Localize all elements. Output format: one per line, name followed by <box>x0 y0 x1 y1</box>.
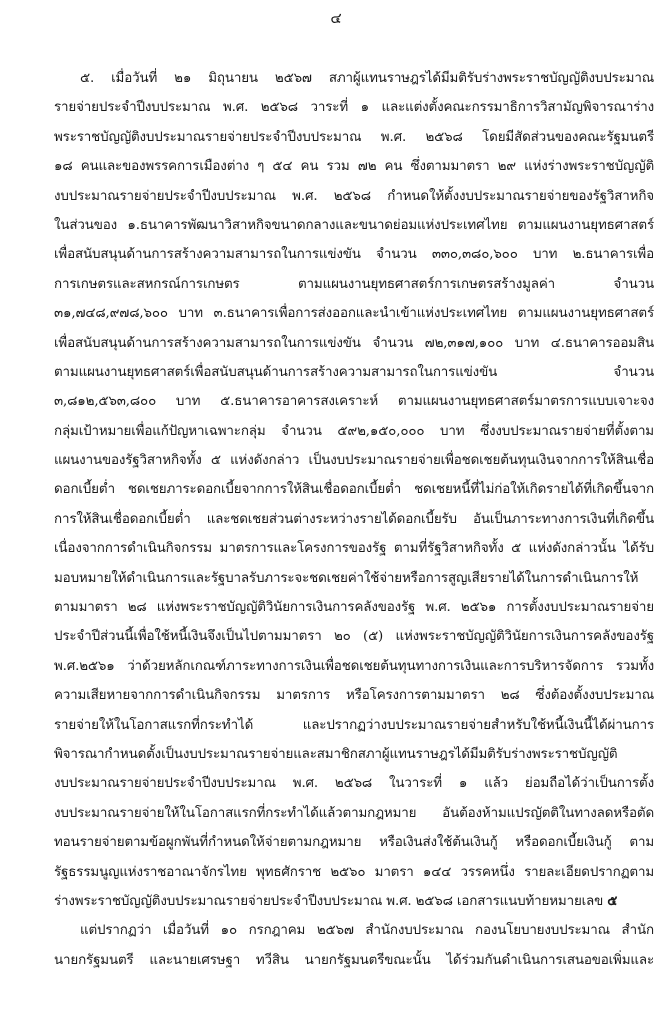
text-line: พ.ศ.๒๕๖๑ ว่าด้วยหลักเกณฑ์ภาระทางการเงินเพื่อชดเชยต้นทุนทางการเงินและการบริหารจัดการ รวมทั้ง <box>54 658 654 674</box>
text-line: ประจำปีส่วนนี้เพื่อใช้หนี้เงินจึงเป็นไปตามมาตรา ๒๐ (๕) แห่งพระราชบัญญัติวินัยการเงินการคลังของรัฐ <box>54 629 654 645</box>
text-line: การให้สินเชื่อดอกเบี้ยต่ำ และชดเชยส่วนต่างระหว่างรายได้ดอกเบี้ยรับ อันเป็นภาระทางการเงินที่เกิดขึ้น <box>54 511 654 527</box>
text-line: ๓๑,๗๔๘,๙๗๘,๖๐๐ บาท ๓.ธนาคารเพื่อการส่งออกและนำเข้าแห่งประเทศไทย ตามแผนงานยุทธศาสตร์ <box>54 306 654 322</box>
text-line: การเกษตรและสหกรณ์การเกษตร ตามแผนงานยุทธศาสตร์การเกษตรสร้างมูลค่า จำนวน <box>54 276 654 292</box>
text-line: ความเสียหายจากการดำเนินกิจกรรม มาตรการ หรือโครงการตามมาตรา ๒๘ ซึ่งต้องตั้งงบประมาณ <box>54 688 654 704</box>
text-line: เนื่องจากการดำเนินกิจกรรม มาตรการและโครงการของรัฐ ตามที่รัฐวิสาหกิจทั้ง ๕ แห่งดังกล่าวนั้น ได้รับ <box>54 541 654 557</box>
text-line: งบประมาณรายจ่ายประจำปีงบประมาณ พ.ศ. ๒๕๖๘ ในวาระที่ ๑ แล้ว ย่อมถือได้ว่าเป็นการตั้ง <box>54 776 654 792</box>
body-text <box>54 64 654 975</box>
text-line: พระราชบัญญัติงบประมาณรายจ่ายประจำปีงบประมาณ พ.ศ. ๒๕๖๘ โดยมีสัดส่วนของคณะรัฐมนตรี <box>54 129 654 145</box>
attachment-number: ๕ <box>607 892 618 909</box>
page-number: ๔ <box>330 9 342 27</box>
text-line: ๑๘ คนและของพรรคการเมืองต่าง ๆ ๕๔ คน รวม ๗๒ คน ซึ่งตามมาตรา ๒๙ แห่งร่างพระราชบัญญัติ <box>54 159 654 175</box>
text-line: ๕. เมื่อวันที่ ๒๑ มิถุนายน ๒๕๖๗ สภาผู้แทนราษฎรได้มีมติรับร่างพระราชบัญญัติงบประมาณ <box>80 71 654 86</box>
paragraph-1 <box>54 64 654 916</box>
text-line: แผนงานของรัฐวิสาหกิจทั้ง ๕ แห่งดังกล่าว เป็นงบประมาณรายจ่ายเพื่อชดเชยต้นทุนเงินจากการให้สินเชื่อ <box>54 453 654 469</box>
text-line: เพื่อสนับสนุนด้านการสร้างความสามารถในการแข่งขัน จำนวน ๓๓๐,๓๘๐,๖๐๐ บาท ๒.ธนาคารเพื่อ <box>54 247 654 263</box>
text-line: รายจ่ายให้ในโอกาสแรกที่กระทำได้ และปรากฏว่างบประมาณรายจ่ายสำหรับใช้หนี้เงินนี้ได้ผ่านการ <box>54 717 654 733</box>
text-line: ตามมาตรา ๒๘ แห่งพระราชบัญญัติวินัยการเงินการคลังของรัฐ พ.ศ. ๒๕๖๑ การตั้งงบประมาณรายจ่าย <box>54 600 654 616</box>
text-line <box>54 887 654 916</box>
text-line: รายจ่ายประจำปีงบประมาณ พ.ศ. ๒๕๖๘ วาระที่ ๑ และแต่งตั้งคณะกรรมาธิการวิสามัญพิจารณาร่าง <box>54 100 654 116</box>
text-line: ในส่วนของ ๑.ธนาคารพัฒนาวิสาหกิจขนาดกลางและขนาดย่อมแห่งประเทศไทย ตามแผนงานยุทธศาสตร์ <box>54 217 654 233</box>
text-line: ตามแผนงานยุทธศาสตร์เพื่อสนับสนุนด้านการสร้างความสามารถในการแข่งขัน จำนวน <box>54 364 654 380</box>
paragraph-2 <box>54 916 654 975</box>
text-line: งบประมาณรายจ่ายให้ในโอกาสแรกที่กระทำได้แล้วตามกฎหมาย อันต้องห้ามแปรญัตติในทางลดหรือตัด <box>54 805 654 821</box>
text-line-content: ร่างพระราชบัญญัติงบประมาณรายจ่ายประจำปีงบประมาณ พ.ศ. ๒๕๖๘ เอกสารแนบท้ายหมายเลข <box>54 893 604 909</box>
text-line: ๓,๘๑๒,๕๖๓,๘๐๐ บาท ๕.ธนาคารอาคารสงเคราะห์ ตามแผนงานยุทธศาสตร์มาตรการแบบเจาะจง <box>54 394 654 410</box>
text-line: มอบหมายให้ดำเนินการและรัฐบาลรับภาระจะชดเชยค่าใช้จ่ายหรือการสูญเสียรายได้ในการดำเนินการให้ <box>54 570 639 586</box>
text-line: แต่ปรากฏว่า เมื่อวันที่ ๑๐ กรกฎาคม ๒๕๖๗ สำนักงบประมาณ กองนโยบายงบประมาณ สำนัก <box>80 923 654 939</box>
text-line: ดอกเบี้ยต่ำ ชดเชยภาระดอกเบี้ยจากการให้สินเชื่อดอกเบี้ยต่ำ ชดเชยหนี้ที่ไม่ก่อให้เกิดรายได้ที่เกิดขึ้นจาก <box>54 482 654 498</box>
text-line: รัฐธรรมนูญแห่งราชอาณาจักรไทย พุทธศักราช ๒๕๖๐ มาตรา ๑๔๔ วรรคหนึ่ง รายละเอียดปรากฏตาม <box>54 864 654 880</box>
text-line: นายกรัฐมนตรี และนายเศรษฐา ทวีสิน นายกรัฐมนตรีขณะนั้น ได้ร่วมกันดำเนินการเสนอขอเพิ่มและ <box>54 952 654 968</box>
text-line: เพื่อสนับสนุนด้านการสร้างความสามารถในการแข่งขัน จำนวน ๗๒,๓๑๗,๑๐๐ บาท ๔.ธนาคารออมสิน <box>54 335 654 351</box>
text-line: ทอนรายจ่ายตามข้อผูกพันที่กำหนดให้จ่ายตามกฎหมาย หรือเงินส่งใช้ต้นเงินกู้ หรือดอกเบี้ยเงินกู้ ตาม <box>54 835 654 851</box>
text-line: งบประมาณรายจ่ายประจำปีงบประมาณ พ.ศ. ๒๕๖๘ กำหนดให้ตั้งงบประมาณรายจ่ายของรัฐวิสาหกิจ <box>54 188 654 204</box>
text-line: พิจารณากำหนดตั้งเป็นงบประมาณรายจ่ายและสมาชิกสภาผู้แทนราษฎรได้มีมติรับร่างพระราชบัญญัติ <box>54 746 618 762</box>
text-line: กลุ่มเป้าหมายเพื่อแก้ปัญหาเฉพาะกลุ่ม จำนวน ๕๙๒,๑๕๐,๐๐๐ บาท ซึ่งงบประมาณรายจ่ายที่ตั้งตาม <box>54 423 654 439</box>
